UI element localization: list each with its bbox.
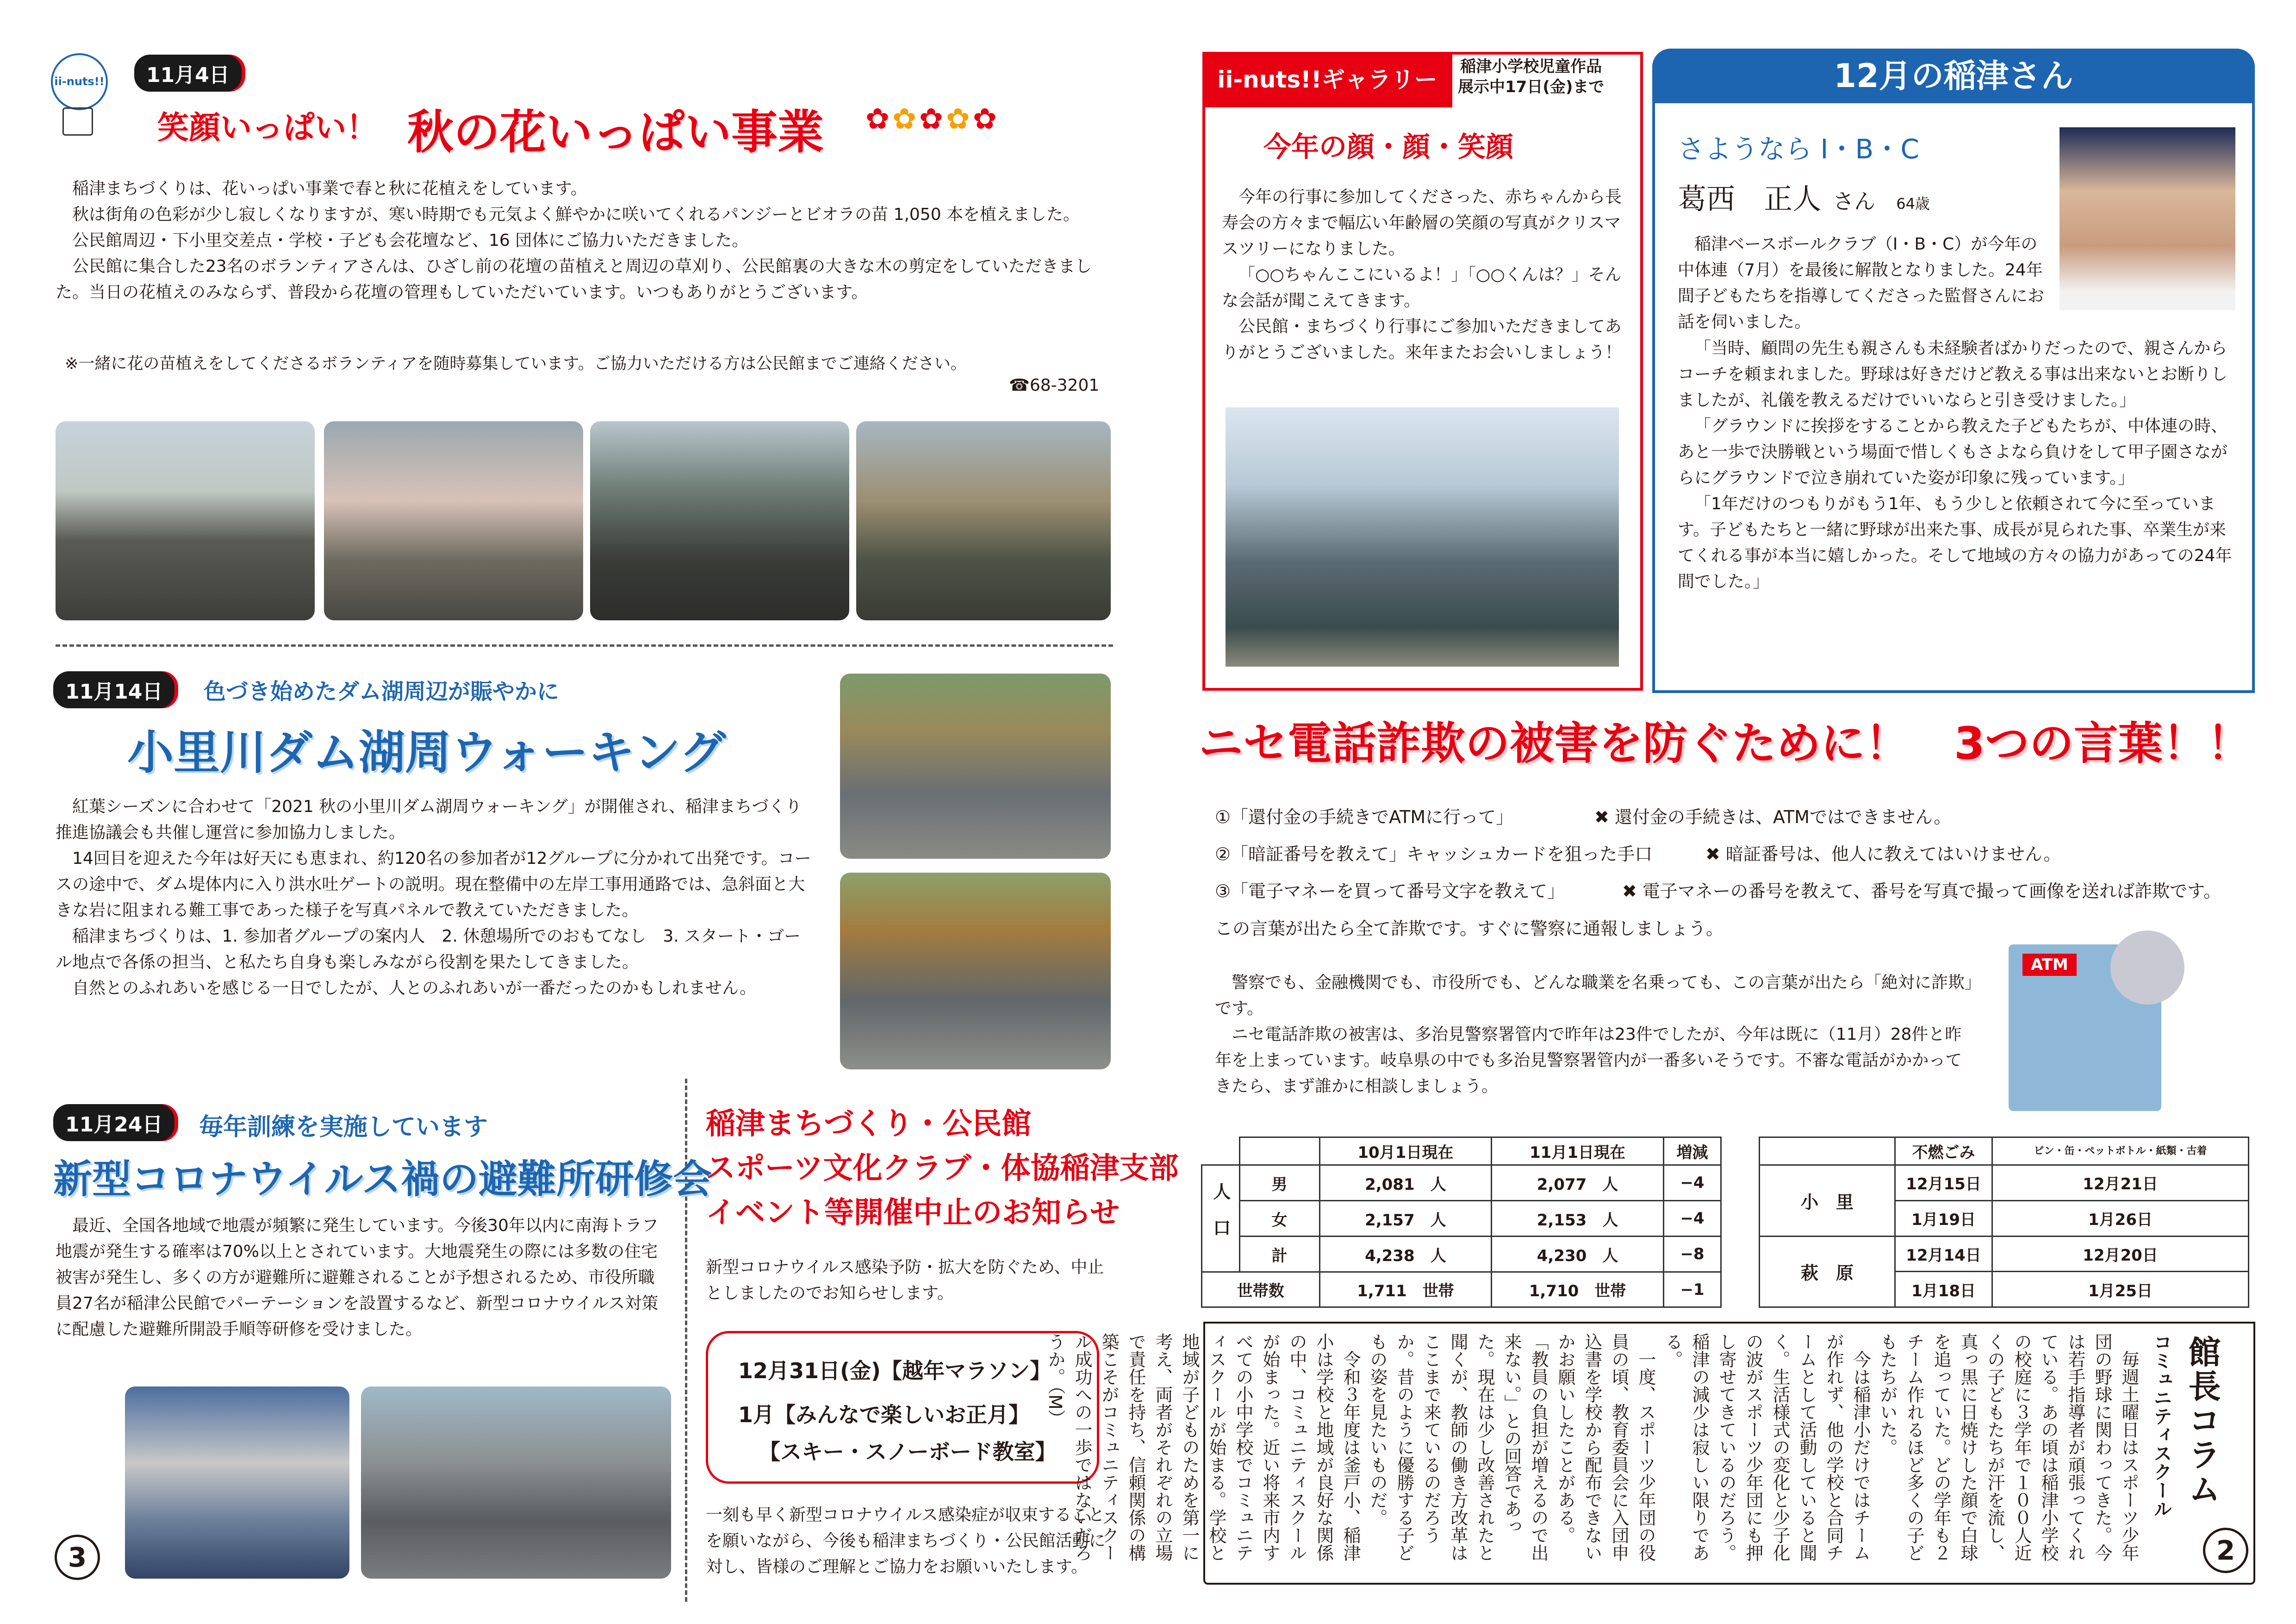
inazu-body: 「当時、顧問の先生も親さんも未経験者ばかりだったので、親さんからコーチを頼まれました。野球は好きだけど教える事は出来ないとお断りしましたが、礼儀を教えるだけでいいならと引き受けました。」 「グラウンドに挨拶をすることから教えた子どもたちが、中体連の時、あと一歩で決勝戦という場面で惜しくもさよなら負けをして甲子園さながらにグラウンドで泣き崩れていた姿が印象に残っています。」 「1年だけのつもりがもう1年、もう少しと依頼されて今に至っています。子どもたちと一緒に野球が出来た事、成長が見られた事、卒業生が来てくれる事が本当に嬉しかった。そして地域の方々の協力があっての24年間でした。」: [1678, 339, 2232, 591]
column-box: [1045, 1322, 2255, 1585]
gallery-exhibit: 稲津小学校児童作品 展示中17日(金)まで: [1458, 57, 1605, 96]
flowers-body: 稲津まちづくりは、花いっぱい事業で春と秋に花植えをしています。 秋は街角の色彩が少し寂しくなりますが、寒い時期でも元気よく鮮やかに咲いてくれるパンジーとビオラの苗 1,050 本を植えました。 公民館周辺・下小里交差点・学校・子ども会花壇など、16 団体にご協力いただきました。 公民館に集合した23名のボランティアさんは、ひざし前の花壇の苗植えと周辺の草刈り、公民館裏の大きな木の剪定をしていただきました。当日の花植えのみならず、普段から花壇の管理もしていただいています。いつもありがとうございます。: [56, 179, 1092, 302]
walking-date: 11月14日: [53, 671, 174, 708]
gallery-badge: ii-nuts!!ギャラリー: [1202, 52, 1452, 107]
fraud-note: この言葉が出たら全て詐欺です。すぐに警察に通報しましょう。: [1215, 918, 1724, 939]
table-row: 萩 原 12月14日 12月20日: [1760, 1236, 2249, 1272]
column-subtitle: コミュニティスクール: [2151, 1333, 2172, 1518]
cancel-title: 稲津まちづくり・公民館 スポーツ文化クラブ・体協稲津支部 イベント等開催中止のお知らせ: [706, 1107, 1179, 1230]
fraud-title: ニセ電話詐欺の被害を防ぐために！ 3つの言葉！！: [1199, 718, 2252, 769]
table-row: 世帯数 1,711 世帯 1,710 世帯 −1: [1202, 1272, 1721, 1307]
flower-decoration: ✿✿✿✿✿: [865, 102, 1000, 136]
fraud-items: [1215, 799, 2221, 910]
cancel-closing: 一刻も早く新型コロナウイルス感染症が収束することを願いながら、今後も稲津まちづくり・公民館活動に対し、皆様のご理解とご協力をお願いいたします。: [706, 1505, 1106, 1576]
gallery-body: 今年の行事に参加してくださった、赤ちゃんから長寿会の方々まで幅広い年齢層の笑顔の写真がクリスマスツリーになりました。 「○○ちゃんここにいるよ！」「○○くんは？」そんな会話が聞こえてきます。 公民館・まちづくり行事にご参加いただきましてありがとうございました。来年またお会いしましょう！: [1222, 187, 1622, 362]
cancel-event-1: 12月31日(金)【越年マラソン】: [738, 1358, 1052, 1383]
column-text: 毎週土曜日はスポーツ少年団の野球に関わってきた。今は若手指導者が頑張ってくれている。あの頃は稲津小学校 の校庭に３学年で１００人近くの子どもたちが汗を流し、真っ黒に日焼けした顔で白球を追っていた。どの学年も２チーム作れるほど多くの子どもたちがいた。 今は稲津小だけではチームが作れず、他の学校と合同チームとして活動していると聞く。生活様式の変化と少子化の波がスポーツ少年団にも押し寄せてきているのだろう。稲津の減少は寂しい限りである。 一度、スポーツ少年団の役員の頃、教育委員会に入団申込書を学校から配布できないかお願いしたことがある。「教員の負担が増えるので出来ない。」との回答であった。現在は少し改善されたと聞くが、教師の働き方改革はここまで来ているのだろうか。昔のように優勝する子どもの姿を見たいものだ。 令和３年度は釜戸小、稲津小は学校と地域が良好な関係の中、コミュニティスクールが始まった。近い将来市内すべての小中学校でコミュニティスクールが始まる。学校と地域が子どものためを第一に考え、両者がそれぞれの立場で責任を持ち、信頼関係の構築こそがコミュニティスクール成功への一歩ではないだろうか。（M）: [1045, 1333, 2139, 1562]
walking-body: 紅葉シーズンに合わせて「2021 秋の小里川ダム湖周ウォーキング」が開催され、稲津まちづくり推進協議会も共催し運営に参加協力しました。 14回目を迎えた今年は好天にも恵まれ、約120名の参加者が12グループに分かれて出発です。コースの途中で、ダム堤体内に入り洪水吐ゲートの説明。現在整備中の左岸工事用通路では、急斜面と大きな岩に阻まれる難工事であった様子を写真パネルで教えていただきました。 稲津まちづくりは、1. 参加者グループの案内人 2. 休憩場所でのおもてなし 3. スタート・ゴール地点で各係の担当、と私たち自身も楽しみながら役割を果たしてきました。 自然とのふれあいを感じる一日でしたが、人とのふれあいが一番だったのかもしれません。: [56, 797, 811, 998]
flowers-photo-4: [856, 421, 1111, 620]
flowers-date: 11月4日: [134, 55, 242, 92]
page-number-left: 3: [55, 1535, 100, 1580]
table-row: 1月18日 1月25日: [1760, 1272, 2249, 1307]
inazu-body-top: 稲津ベースボールクラブ（I・B・C）が今年の中体連（7月）を最後に解散となりました。24年間子どもたちを指導してくださった監督さんにお話を伺いました。: [1678, 235, 2045, 331]
fraud-item-3: ③「電子マネーを買って番号文字を教えて」 ✖ 電子マネーの番号を教えて、番号を写真で撮って画像を送れば詐欺です。: [1215, 881, 2221, 901]
walking-photo-2: [840, 873, 1111, 1069]
phone-woman-illustration: [2110, 931, 2184, 1005]
inazu-subtitle: さようなら I・B・C: [1678, 133, 1919, 165]
population-table: 10月1日現在 11月1日現在 増減 人口 男 2,081 人 2,077 人 −4 女 2,157 人 2,153 人 −4 計 4,238 人 4,230 人 −8 世帯数 1,711 世帯 1,710 世帯 −1: [1201, 1137, 1722, 1308]
flowers-note: ※一緒に花の苗植えをしてくださるボランティアを随時募集しています。ご協力いただける方は公民館までご連絡ください。: [65, 355, 967, 373]
flowers-title-prefix: 笑顔いっぱい！: [157, 110, 378, 146]
flowers-tel: ☎68-3201: [1009, 376, 1100, 395]
fraud-item-2: ②「暗証番号を教えて」キャッシュカードを狙った手口 ✖ 暗証番号は、他人に教えてはいけません。: [1215, 844, 2061, 864]
walking-subtitle: 色づき始めたダム湖周辺が賑やかに: [204, 679, 560, 705]
cancel-body: 新型コロナウイルス感染予防・拡大を防ぐため、中止としましたのでお知らせします。: [706, 1258, 1104, 1303]
flowers-photo-2: [324, 421, 583, 620]
table-row: 1月19日 1月26日: [1760, 1200, 2249, 1236]
walking-photo-1: [840, 674, 1111, 859]
fraud-item-1: ①「還付金の手続きでATMに行って」 ✖ 還付金の手続きは、ATMではできません。: [1215, 807, 1952, 827]
inazu-name-line: 葛西 正人 さん 64歳: [1678, 182, 1930, 216]
table-row: 人口 男 2,081 人 2,077 人 −4: [1202, 1165, 1721, 1201]
cancel-event-2: 1月【みんなで楽しいお正月】: [738, 1402, 1030, 1427]
logo-text: ii-nuts!!: [54, 75, 105, 88]
evacuation-body: 最近、全国各地域で地震が頻繁に発生しています。今後30年以内に南海トラフ地震が発生する確率は70%以上とされています。大地震発生の際には多数の住宅被害が発生し、多くの方が避難所に避難されることが予想されるため、市役所職員27名が稲津公民館でパーテーションを設置するなど、新型コロナウイルス対策に配慮した避難所開設手順等研修を受けました。: [56, 1216, 659, 1339]
population-group-label: 人口: [1202, 1165, 1240, 1272]
table-row: 計 4,238 人 4,230 人 −8: [1202, 1237, 1721, 1272]
gallery-photo-tree: [1226, 407, 1619, 667]
cancel-events-box: [706, 1331, 1099, 1484]
ii-nuts-logo: [51, 53, 108, 110]
inazu-header: 12月の稲津さん: [1652, 49, 2255, 103]
table-row: 小 里 12月15日 12月21日: [1760, 1165, 2249, 1201]
fraud-body: 警察でも、金融機関でも、市役所でも、どんな職業を名乗っても、この言葉が出たら「絶対に詐欺」です。 ニセ電話詐欺の被害は、多治見警察署管内で昨年は23件でしたが、今年は既に（11月）28件と昨年を上まっています。岐阜県の中でも多治見警察署管内が一番多いそうです。不審な電話がかかってきたら、まず誰かに相談しましょう。: [1215, 973, 1973, 1096]
flowers-photo-3: [590, 421, 849, 620]
evacuation-date: 11月24日: [53, 1104, 174, 1141]
page-icon: [62, 107, 93, 136]
column-title: 館長コラム: [2183, 1335, 2221, 1506]
cancel-event-3: 【スキー・スノーボード教室】: [759, 1439, 1057, 1464]
gallery-title: 今年の顔・顔・笑顔: [1263, 131, 1513, 163]
walking-title: 小里川ダム湖周ウォーキング: [127, 725, 726, 780]
page-number-right: 2: [2203, 1528, 2248, 1573]
evacuation-title: 新型コロナウイルス禍の避難所研修会: [53, 1156, 712, 1202]
flowers-title: 秋の花いっぱい事業: [407, 105, 824, 159]
evacuation-photo-1: [125, 1387, 349, 1579]
flowers-photo-1: [56, 421, 315, 620]
garbage-table: 不燃ごみ ビン・缶・ペットボトル・紙類・古着 小 里 12月15日 12月21日 1月19日 1月26日 萩 原 12月14日 12月20日 1月18日 1月25日: [1759, 1137, 2249, 1308]
divider: [56, 644, 1113, 647]
evacuation-photo-2: [361, 1387, 671, 1579]
evacuation-subtitle: 毎年訓練を実施しています: [199, 1113, 488, 1141]
inazu-portrait: [2060, 127, 2235, 310]
atm-label: ATM: [2022, 954, 2077, 976]
table-row: 女 2,157 人 2,153 人 −4: [1202, 1201, 1721, 1237]
